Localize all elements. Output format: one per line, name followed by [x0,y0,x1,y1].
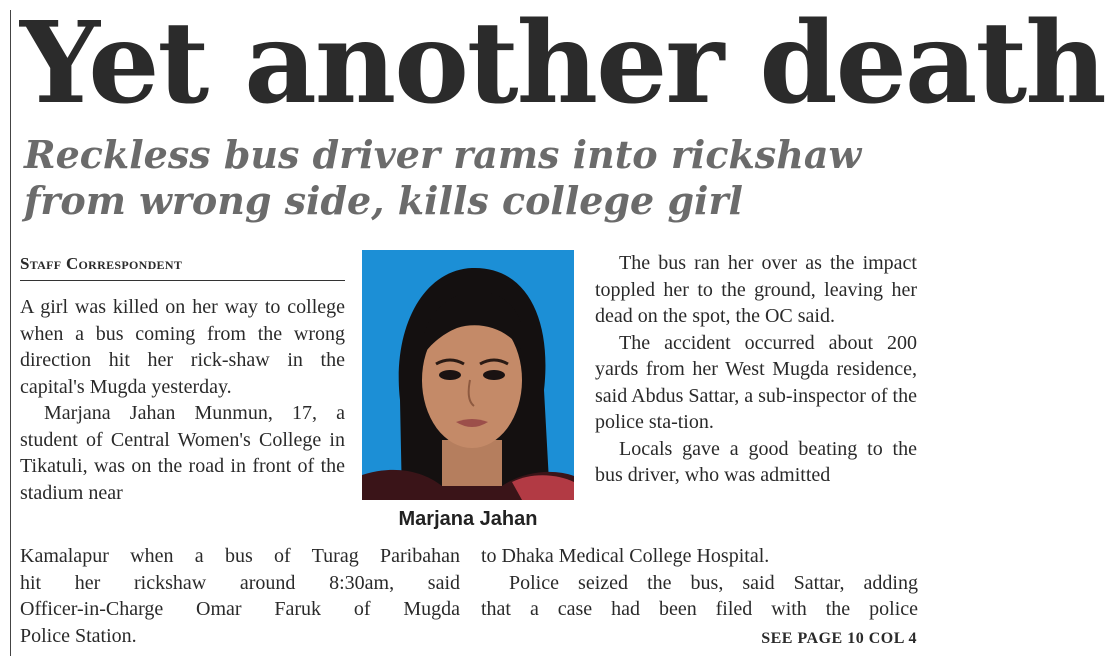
column-rule [10,10,11,656]
portrait-photo [362,250,574,500]
text-line: Police seized the bus, said Sattar, adding [509,571,918,594]
text-line: that a case had been filed with the police [481,598,918,620]
subhead-line-2: from wrong side, kills college girl [24,178,743,223]
paragraph: Marjana Jahan Munmun, 17, a student of Central Women's College in Tikatuli, was on the road in front of the stadium near [20,402,345,504]
text-line: hit her rickshaw around 8:30am, said [20,571,460,594]
text-line: Officer-in-Charge Omar Faruk of Mugda [20,598,460,620]
text-line: Kamalapur when a bus of Turag Paribahan [20,545,460,567]
portrait-illustration [362,250,574,500]
paragraph: Locals gave a good beating to the bus driver, who was admitted [595,437,917,486]
paragraph: The accident occurred about 200 yards from her West Mugda residence, said Abdus Sattar, a sub-inspector of the police sta-tion. [595,331,917,433]
paragraph: A girl was killed on her way to college when a bus coming from the wrong direction hit her rick-shaw in the capital's Mugda yesterday. [20,296,345,398]
paragraph: The bus ran her over as the impact toppled her to the ground, leaving her dead on the spot, the OC said. [595,252,917,327]
column-3 [595,250,917,489]
byline: Staff Correspondent [20,254,345,281]
photo-caption: Marjana Jahan [398,508,538,530]
headline: Yet another death [20,0,1105,129]
text-line: to Dhaka Medical College Hospital. [481,545,770,567]
subhead-line-1: Reckless bus driver rams into rickshaw [24,132,862,177]
text-line: Police Station. [20,624,137,647]
subheadline [24,132,861,224]
continuation-jump[interactable]: SEE PAGE 10 COL 4 [761,630,917,647]
column-1 [20,294,345,506]
